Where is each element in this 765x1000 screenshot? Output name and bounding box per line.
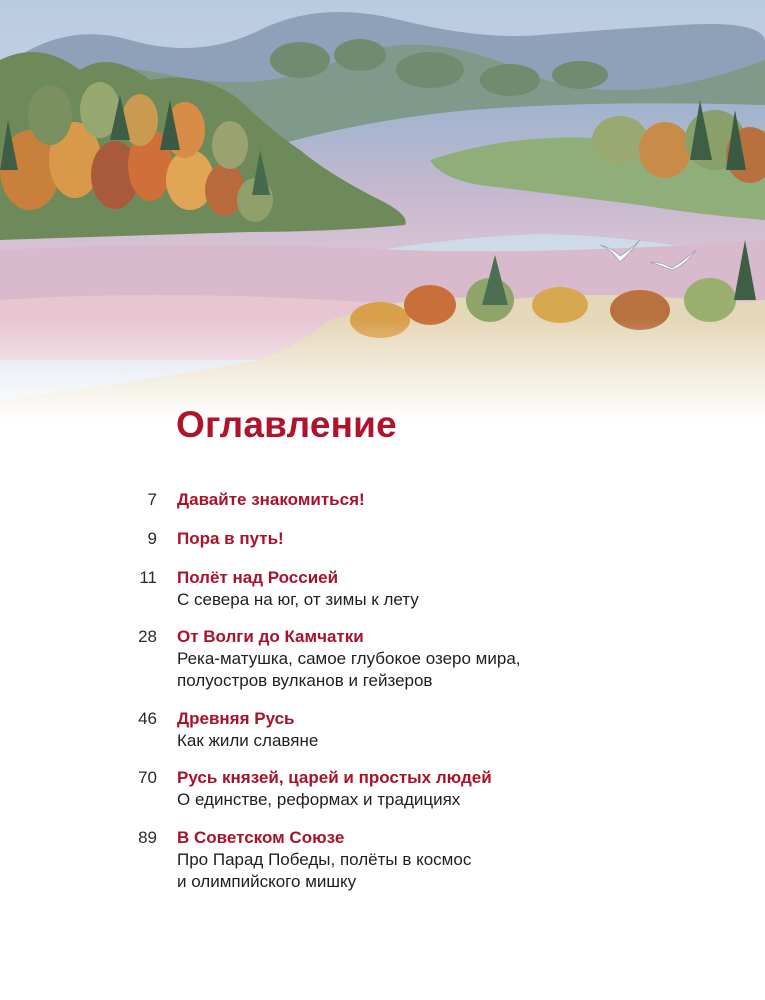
toc-page-number: 89 (138, 828, 157, 847)
toc-heading: Полёт над Россией (177, 568, 339, 587)
toc-heading: От Волги до Камчатки (177, 627, 364, 646)
toc-page-number: 11 (139, 568, 157, 587)
toc-heading: Пора в путь! (177, 529, 284, 548)
toc-description: и олимпийского мишку (177, 872, 357, 891)
toc-description: Как жили славяне (177, 731, 319, 750)
toc-page-number: 70 (138, 768, 157, 787)
toc-description: Река-матушка, самое глубокое озеро мира, (177, 649, 521, 668)
toc-page-number: 28 (138, 627, 157, 646)
toc-heading: Русь князей, царей и простых людей (177, 768, 492, 787)
toc-heading: Давайте знакомиться! (177, 490, 365, 509)
toc-heading: В Советском Союзе (177, 828, 345, 847)
toc-heading: Древняя Русь (177, 709, 295, 728)
toc-description: полуостров вулканов и гейзеров (177, 671, 433, 690)
page-title: Оглавление (176, 404, 397, 445)
toc-page-number: 9 (147, 529, 157, 548)
toc-description: Про Парад Победы, полёты в космос (177, 850, 472, 869)
toc-description: О единстве, реформах и традициях (177, 790, 461, 809)
toc-page-number: 7 (147, 490, 157, 509)
toc-description: С севера на юг, от зимы к лету (177, 590, 419, 609)
toc-page-number: 46 (138, 709, 157, 728)
